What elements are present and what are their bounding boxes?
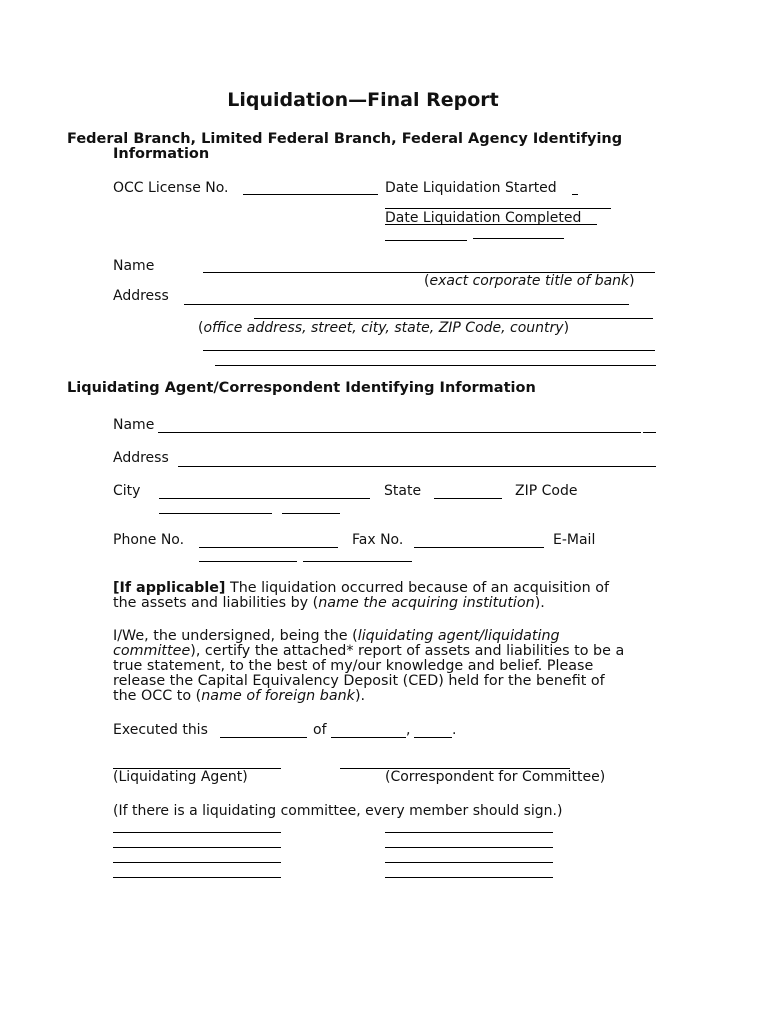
committee-note: (If there is a liquidating committee, every member should sign.): [113, 803, 563, 819]
date-started-label: Date Liquidation Started: [385, 180, 557, 196]
fax-field[interactable]: [414, 547, 544, 548]
agent-name-label: Name: [113, 417, 155, 433]
certify-l3: true statement, to the best of my/our knowledge and belief. Please: [113, 658, 594, 674]
bank-address-hint-text: office address, street, city, state, ZIP Code, country: [203, 320, 564, 336]
certify-l2-italic: committee: [113, 643, 191, 659]
email-field-b[interactable]: [303, 561, 412, 562]
agent-name-field-end: [643, 432, 656, 433]
fax-label: Fax No.: [352, 532, 404, 548]
occ-license-field[interactable]: [243, 194, 378, 195]
certify-l2a: ), certify the attached* report of assets and liabilities to be a: [190, 643, 625, 659]
committee-signature-left-4[interactable]: [113, 877, 281, 878]
certify-l5-italic: name of foreign bank: [201, 688, 355, 704]
certify-l5a: the OCC to (: [113, 688, 202, 704]
certify-l4: release the Capital Equivalency Deposit (CED) held for the benefit of: [113, 673, 605, 689]
correspondent-signature-label: (Correspondent for Committee): [385, 769, 606, 785]
city-label: City: [113, 483, 141, 499]
bank-name-hint: (exact corporate title of bank): [424, 273, 635, 289]
applicable-text-2: the assets and liabilities by (: [113, 595, 319, 611]
bank-address-field-3[interactable]: [203, 350, 655, 351]
bank-address-field-4[interactable]: [215, 365, 656, 366]
agent-name-field[interactable]: [158, 432, 641, 433]
bank-address-hint: (office address, street, city, state, ZIP Code, country): [198, 320, 570, 336]
committee-signature-left-1[interactable]: [113, 832, 281, 833]
applicable-bold: [If applicable]: [113, 580, 226, 596]
applicable-text-1: The liquidation occurred because of an acquisition of: [225, 580, 609, 596]
agent-address-label: Address: [113, 450, 169, 466]
committee-signature-right-1[interactable]: [385, 832, 553, 833]
phone-field[interactable]: [199, 547, 338, 548]
executed-of: of: [313, 722, 327, 738]
date-started-field[interactable]: [572, 194, 578, 195]
certify-l1a: I/We, the undersigned, being the (: [113, 628, 358, 644]
date-completed-label: Date Liquidation Completed: [385, 210, 582, 226]
committee-signature-right-4[interactable]: [385, 877, 553, 878]
applicable-paragraph: [113, 581, 673, 611]
bank-address-field-2[interactable]: [254, 318, 653, 319]
date-started-field-line[interactable]: [385, 208, 611, 209]
email-label: E-Mail: [553, 532, 596, 548]
zip-label: ZIP Code: [515, 483, 578, 499]
page-title: Liquidation—Final Report: [227, 89, 499, 111]
agent-address-field[interactable]: [178, 466, 656, 467]
occ-license-label: OCC License No.: [113, 180, 229, 196]
date-completed-field-b[interactable]: [473, 238, 564, 239]
section2-heading: Liquidating Agent/Correspondent Identifying Information: [67, 380, 536, 396]
date-completed-field-a[interactable]: [385, 240, 467, 241]
committee-signature-left-2[interactable]: [113, 847, 281, 848]
phone-label: Phone No.: [113, 532, 185, 548]
section1-heading-cont: Information: [113, 146, 210, 162]
date-completed-underline: [385, 224, 597, 225]
bank-name-hint-text: exact corporate title of bank: [429, 273, 630, 289]
city-field[interactable]: [159, 498, 370, 499]
state-field[interactable]: [434, 498, 502, 499]
executed-day-field[interactable]: [220, 737, 307, 738]
zip-field-a[interactable]: [159, 513, 272, 514]
agent-signature-label: (Liquidating Agent): [113, 769, 248, 785]
state-label: State: [384, 483, 422, 499]
certify-l1-italic: liquidating agent/liquidating: [357, 628, 560, 644]
bank-address-label: Address: [113, 288, 169, 304]
applicable-italic: name the acquiring institution: [318, 595, 535, 611]
executed-label: Executed this: [113, 722, 208, 738]
bank-name-label: Name: [113, 258, 155, 274]
executed-period: .: [452, 722, 457, 738]
committee-signature-right-2[interactable]: [385, 847, 553, 848]
email-field-a[interactable]: [199, 561, 297, 562]
committee-signature-left-3[interactable]: [113, 862, 281, 863]
applicable-text-3: ).: [534, 595, 545, 611]
certify-l5b: ).: [354, 688, 366, 704]
executed-year-field[interactable]: [414, 737, 452, 738]
committee-signature-right-3[interactable]: [385, 862, 553, 863]
certify-paragraph: [113, 629, 673, 704]
executed-month-field[interactable]: [331, 737, 406, 738]
bank-address-field-1[interactable]: [184, 304, 629, 305]
section1-heading: Federal Branch, Limited Federal Branch, Federal Agency Identifying: [67, 131, 623, 147]
executed-comma: ,: [406, 722, 411, 738]
zip-field-b[interactable]: [282, 513, 340, 514]
